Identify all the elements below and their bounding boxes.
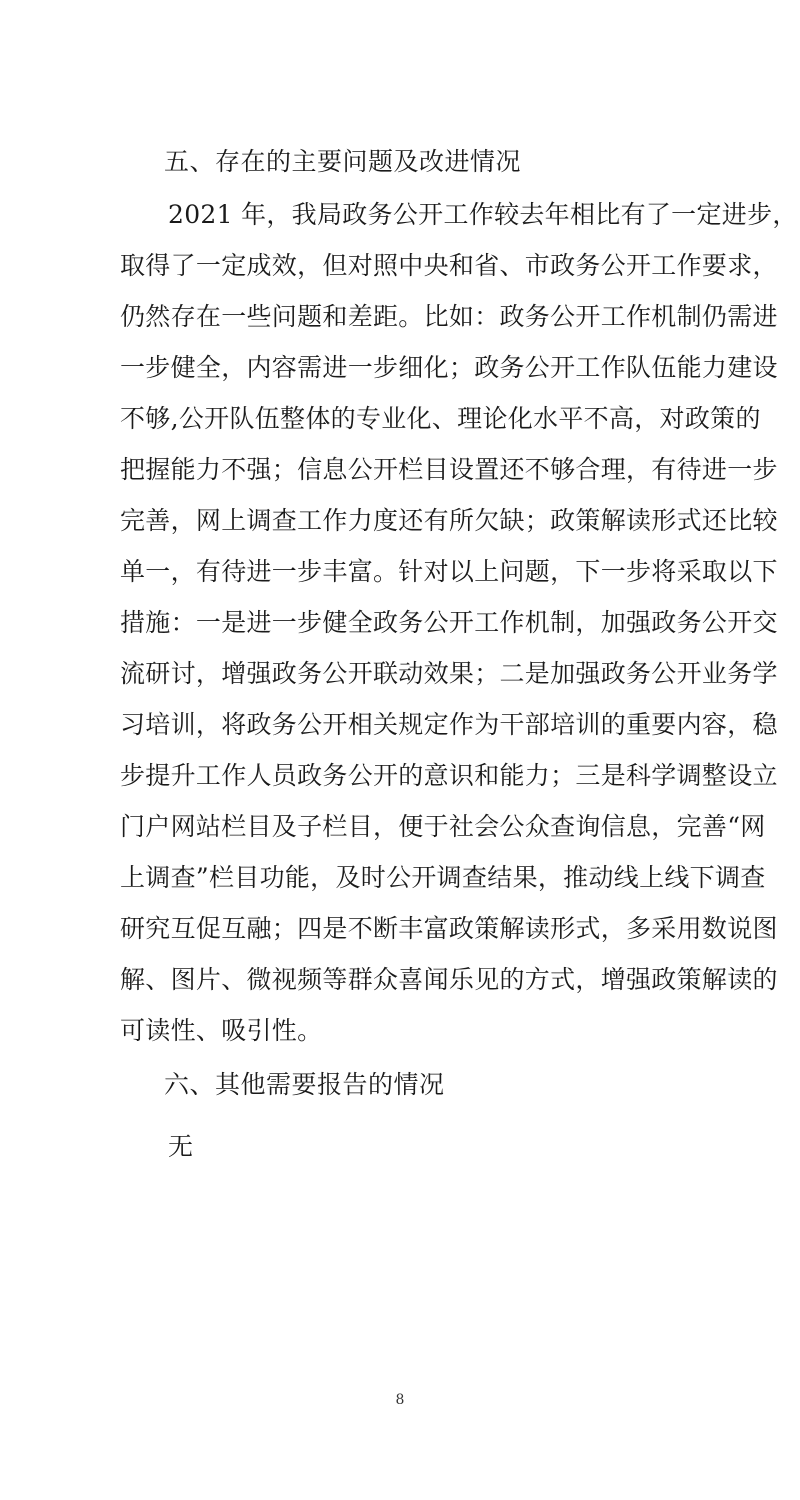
section-heading-problems: 五、存在的主要问题及改进情况	[164, 147, 522, 176]
paragraph-line: 习培训，将政务公开相关规定作为干部培训的重要内容，稳	[120, 710, 778, 739]
paragraph-line: 研究互促互融；四是不断丰富政策解读形式，多采用数说图	[120, 914, 778, 943]
paragraph-line: 上调查”栏目功能，及时公开调查结果，推动线上线下调查	[120, 863, 766, 892]
section-paragraph-problems	[120, 189, 798, 1056]
paragraph-line: 把握能力不强；信息公开栏目设置还不够合理，有待进一步	[120, 455, 778, 484]
paragraph-line: 不够,公开队伍整体的专业化、理论化水平不高，对政策的	[120, 404, 761, 433]
paragraph-line: 流研讨，增强政务公开联动效果；二是加强政务公开业务学	[120, 659, 778, 688]
page-number: 8	[395, 1392, 405, 1408]
paragraph-line: 2021 年，我局政务公开工作较去年相比有了一定进步，	[168, 200, 798, 229]
section-paragraph-other: 无	[168, 1132, 194, 1161]
paragraph-line: 步提升工作人员政务公开的意识和能力；三是科学调整设立	[120, 761, 778, 790]
paragraph-line: 解、图片、微视频等群众喜闻乐见的方式，增强政策解读的	[120, 965, 778, 994]
paragraph-line: 措施：一是进一步健全政务公开工作机制，加强政务公开交	[120, 608, 778, 637]
paragraph-line: 一步健全，内容需进一步细化；政务公开工作队伍能力建设	[120, 353, 778, 382]
paragraph-line: 门户网站栏目及子栏目，便于社会公众查询信息，完善“网	[120, 812, 766, 841]
paragraph-line: 单一，有待进一步丰富。针对以上问题，下一步将采取以下	[120, 557, 778, 586]
paragraph-line: 完善，网上调查工作力度还有所欠缺；政策解读形式还比较	[120, 506, 778, 535]
paragraph-line: 可读性、吸引性。	[120, 1016, 323, 1045]
document-body	[120, 140, 798, 1172]
paragraph-line: 仍然存在一些问题和差距。比如：政务公开工作机制仍需进	[120, 302, 778, 331]
paragraph-line: 取得了一定成效，但对照中央和省、市政务公开工作要求，	[120, 251, 778, 280]
section-heading-other: 六、其他需要报告的情况	[164, 1070, 445, 1099]
